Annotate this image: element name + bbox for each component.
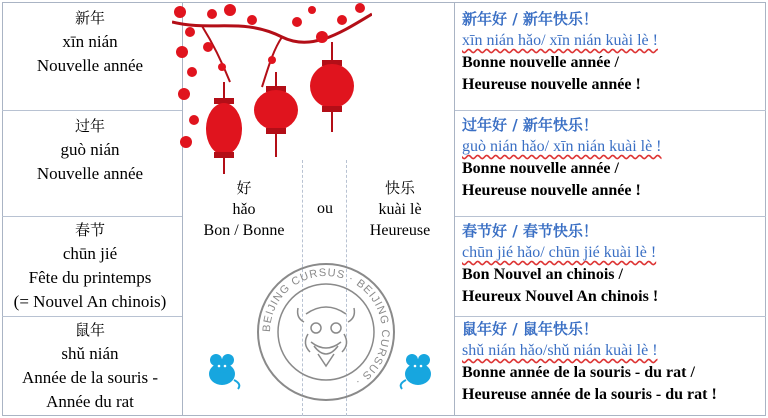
term-pinyin: guò nián — [60, 140, 120, 159]
dragon-icon — [298, 307, 355, 366]
hao-pinyin: hǎo — [232, 201, 256, 218]
kuaile-hanzi: 快乐 — [384, 179, 415, 197]
hao-french: Bon / Bonne — [203, 222, 285, 239]
term-french-note: (= Nouvel An chinois) — [13, 292, 167, 311]
term-hanzi: 鼠年 — [74, 321, 105, 339]
phrase-cell — [462, 8, 762, 96]
term-cell — [0, 114, 180, 186]
term-french: Fête du printemps — [28, 268, 152, 287]
rat-icon — [396, 350, 440, 390]
phrase-pinyin: chūn jié hǎo/ chūn jié kuài lè ! — [462, 244, 657, 261]
term-french: Nouvelle année — [36, 56, 144, 75]
hao-hanzi: 好 — [236, 179, 252, 197]
term-french-note: Année du rat — [46, 392, 134, 411]
or-label: ou — [317, 200, 333, 217]
term-pinyin: xīn nián — [62, 32, 118, 51]
phrase-french: Heureuse nouvelle année ! — [462, 182, 641, 199]
term-pinyin: shǔ nián — [61, 344, 119, 363]
term-french: Année de la souris - — [22, 368, 158, 387]
row-divider — [454, 110, 766, 111]
phrase-cell — [462, 114, 762, 202]
term-french: Nouvelle année — [36, 164, 144, 183]
phrase-hanzi: 新年好 / 新年快乐！ — [462, 10, 598, 28]
phrase-french: Heureuse nouvelle année ! — [462, 76, 641, 93]
rat-icon — [200, 350, 244, 390]
row-divider — [454, 316, 766, 317]
row-divider — [2, 216, 182, 217]
row-divider — [2, 316, 182, 317]
phrase-hanzi: 过年好 / 新年快乐！ — [462, 116, 598, 134]
kuaile-french: Heureuse — [369, 222, 431, 239]
term-cell — [0, 6, 180, 78]
row-divider — [454, 216, 766, 217]
term-cell — [0, 318, 180, 414]
term-pinyin: chūn jié — [62, 244, 118, 263]
phrase-french: Heureux Nouvel An chinois ! — [462, 288, 659, 305]
phrase-hanzi: 鼠年好 / 鼠年快乐！ — [462, 320, 598, 338]
hao-entry — [190, 178, 298, 241]
beijing-cursus-seal — [256, 262, 396, 402]
phrase-pinyin: xīn nián hǎo/ xīn nián kuài lè ! — [462, 32, 658, 49]
row-divider — [2, 110, 182, 111]
phrase-french: Heureuse année de la souris - du rat ! — [462, 386, 717, 403]
term-cell — [0, 218, 180, 314]
phrase-french: Bon Nouvel an chinois / — [462, 266, 623, 283]
phrase-pinyin: shǔ nián hǎo/shǔ nián kuài lè ! — [462, 342, 658, 359]
phrase-french: Bonne nouvelle année / — [462, 160, 619, 177]
seal-text: BEIJING CURSUS · BEIJING CURSUS · — [260, 266, 392, 389]
kuaile-pinyin: kuài lè — [378, 201, 422, 218]
term-hanzi: 新年 — [74, 9, 105, 27]
phrase-pinyin: guò nián hǎo/ xīn nián kuài lè ! — [462, 138, 662, 155]
kuaile-entry — [350, 178, 450, 241]
lanterns-illustration — [172, 2, 372, 177]
svg-text:BEIJING CURSUS · BEIJING CURSU — [261, 267, 391, 388]
term-hanzi: 过年 — [74, 117, 105, 135]
phrase-cell — [462, 220, 762, 308]
phrase-cell — [462, 318, 762, 406]
phrase-hanzi: 春节好 / 春节快乐！ — [462, 222, 598, 240]
term-hanzi: 春节 — [74, 221, 105, 239]
column-divider — [454, 2, 455, 416]
phrase-french: Bonne nouvelle année / — [462, 54, 619, 71]
phrase-french: Bonne année de la souris - du rat / — [462, 364, 695, 381]
